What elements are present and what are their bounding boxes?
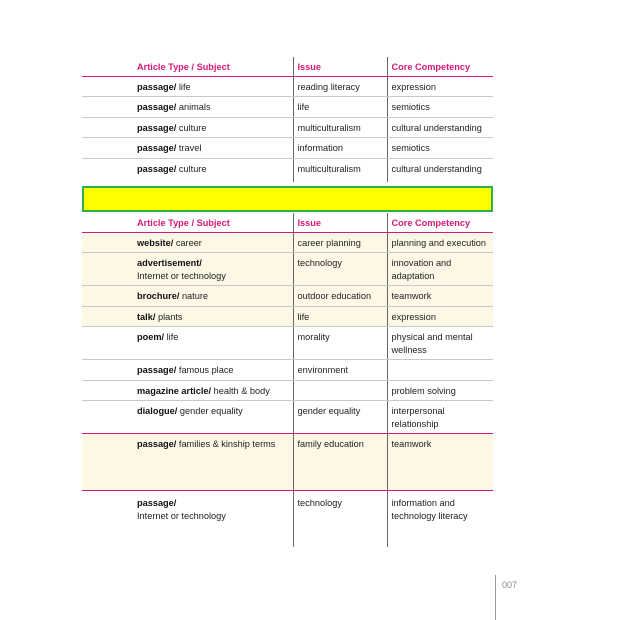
- competency-cell: planning and execution: [387, 232, 493, 253]
- article-type-cell: [82, 306, 293, 327]
- competency-cell: cultural understanding: [387, 117, 493, 138]
- header-issue: Issue: [293, 213, 387, 232]
- issue-cell: life: [293, 306, 387, 327]
- table-row: [82, 97, 493, 118]
- article-type-cell: [82, 97, 293, 118]
- article-type-cell: [82, 117, 293, 138]
- competency-cell: interpersonal relationship: [387, 401, 493, 434]
- subject: Internet or technology: [137, 270, 226, 281]
- article-type: dialogue/: [137, 406, 178, 416]
- table-row: [82, 491, 493, 548]
- header-article-type: Article Type / Subject: [82, 57, 293, 76]
- header-issue: Issue: [293, 57, 387, 76]
- table-row: [82, 232, 493, 253]
- article-type-cell: [82, 253, 293, 286]
- issue-cell: technology: [293, 491, 387, 548]
- competency-cell: information and technology literacy: [387, 491, 493, 548]
- table-header-row: [82, 57, 493, 76]
- issue-cell: multiculturalism: [293, 117, 387, 138]
- article-type-cell: [82, 138, 293, 159]
- subject: career: [175, 237, 202, 248]
- article-type: passage/: [137, 102, 177, 112]
- article-type-cell: [82, 286, 293, 307]
- table-row: [82, 401, 493, 434]
- subject: travel: [178, 143, 202, 153]
- issue-cell: environment: [293, 360, 387, 381]
- issue-cell: career planning: [293, 232, 387, 253]
- issue-cell: outdoor education: [293, 286, 387, 307]
- competency-cell: teamwork: [387, 434, 493, 491]
- subject: health & body: [213, 385, 270, 396]
- table-row: [82, 138, 493, 159]
- article-type: magazine article/: [137, 385, 212, 396]
- article-type-cell: [82, 76, 293, 97]
- article-type: talk/: [137, 311, 156, 322]
- competency-cell: problem solving: [387, 380, 493, 401]
- subject: gender equality: [179, 406, 243, 416]
- article-type-cell: [82, 434, 293, 491]
- topic-table-2: [82, 213, 493, 547]
- article-type-cell: [82, 158, 293, 182]
- subject: Internet or technology: [137, 510, 226, 521]
- table-row: [82, 76, 493, 97]
- page-number-divider: [495, 575, 496, 620]
- article-type: passage/: [137, 143, 177, 153]
- table-row: [82, 360, 493, 381]
- competency-cell: expression: [387, 306, 493, 327]
- competency-cell: cultural understanding: [387, 158, 493, 182]
- highlight-bar: [82, 186, 493, 212]
- table-row: [82, 434, 493, 491]
- article-type-cell: [82, 232, 293, 253]
- issue-cell: multiculturalism: [293, 158, 387, 182]
- article-type: website/: [137, 237, 174, 248]
- table-row: [82, 158, 493, 182]
- table-row: [82, 327, 493, 360]
- competency-cell: expression: [387, 76, 493, 97]
- issue-cell: morality: [293, 327, 387, 360]
- article-type-cell: [82, 491, 293, 548]
- issue-cell: technology: [293, 253, 387, 286]
- header-core-competency: Core Competency: [387, 57, 493, 76]
- issue-cell: information: [293, 138, 387, 159]
- article-type-cell: [82, 401, 293, 434]
- issue-cell: reading literacy: [293, 76, 387, 97]
- subject: life: [178, 81, 191, 92]
- competency-cell: semiotics: [387, 97, 493, 118]
- issue-cell: gender equality: [293, 401, 387, 434]
- table-row: [82, 253, 493, 286]
- table-row: [82, 286, 493, 307]
- article-type: passage/: [137, 498, 177, 508]
- subject: nature: [181, 291, 208, 301]
- article-type: passage/: [137, 81, 177, 92]
- competency-cell: [387, 360, 493, 381]
- article-type: advertisement/: [137, 258, 202, 268]
- subject: culture: [178, 163, 207, 174]
- issue-cell: life: [293, 97, 387, 118]
- header-core-competency: Core Competency: [387, 213, 493, 232]
- article-type: passage/: [137, 122, 177, 133]
- issue-cell: [293, 380, 387, 401]
- competency-cell: teamwork: [387, 286, 493, 307]
- subject: life: [166, 332, 179, 342]
- article-type: passage/: [137, 163, 177, 174]
- table-row: [82, 117, 493, 138]
- article-type: poem/: [137, 332, 165, 342]
- article-type-cell: [82, 327, 293, 360]
- subject: plants: [157, 311, 183, 322]
- issue-cell: family education: [293, 434, 387, 491]
- page-number: 007: [502, 580, 518, 590]
- table-row: [82, 380, 493, 401]
- article-type: passage/: [137, 439, 177, 449]
- competency-cell: physical and mental wellness: [387, 327, 493, 360]
- subject: families & kinship terms: [178, 439, 276, 449]
- article-type: passage/: [137, 365, 177, 375]
- subject: famous place: [178, 365, 234, 375]
- subject: culture: [178, 122, 207, 133]
- article-type-cell: [82, 360, 293, 381]
- header-article-type: Article Type / Subject: [82, 213, 293, 232]
- article-type-cell: [82, 380, 293, 401]
- competency-cell: semiotics: [387, 138, 493, 159]
- table-row: [82, 306, 493, 327]
- table-header-row: [82, 213, 493, 232]
- competency-cell: innovation and adaptation: [387, 253, 493, 286]
- subject: animals: [178, 102, 211, 112]
- topic-table-1: [82, 57, 493, 182]
- article-type: brochure/: [137, 291, 180, 301]
